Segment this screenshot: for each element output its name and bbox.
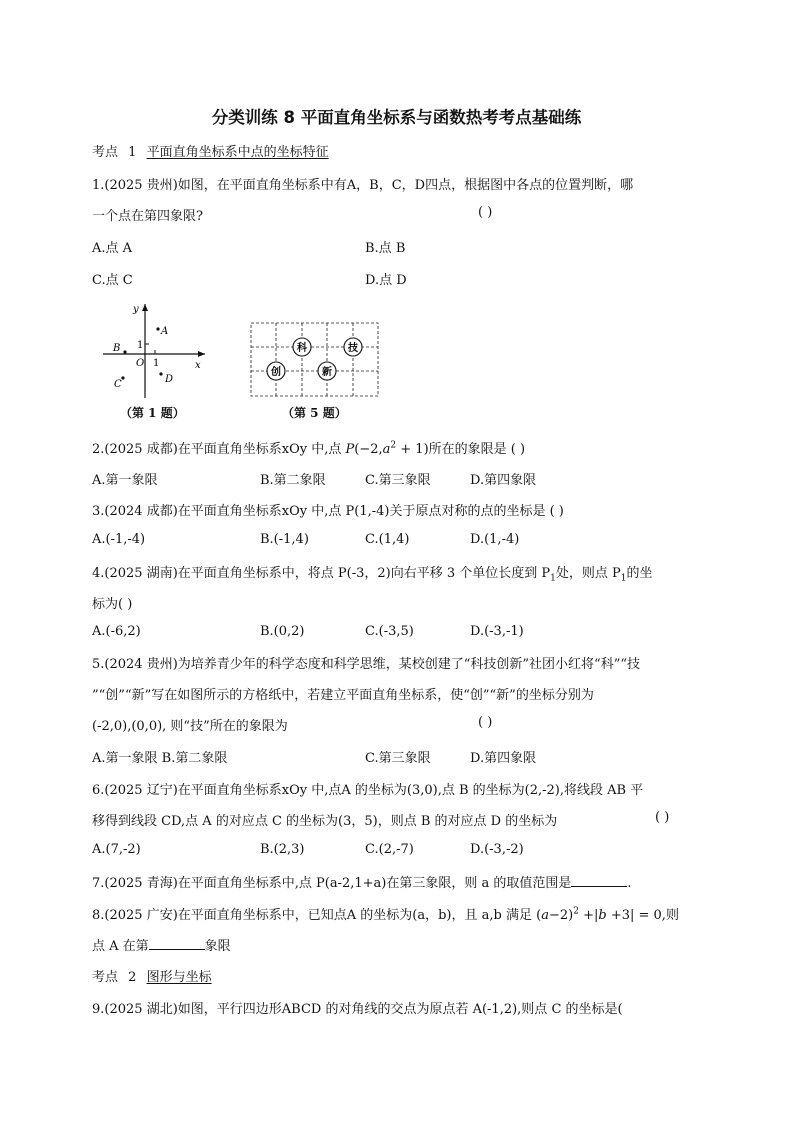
math-b: b: [598, 908, 607, 923]
x-axis-arrow-icon: [198, 351, 205, 357]
x-unit-label: 1: [153, 358, 160, 369]
figure-1-coordinate-plane: [95, 296, 220, 404]
math-tail: +3| = 0,: [606, 908, 666, 923]
question-1-line-2: 一个点在第四象限?: [92, 209, 203, 224]
option-d: D.(-3,-2): [470, 842, 524, 857]
math-exponent: 2: [573, 906, 579, 917]
section-title: 图形与坐标: [146, 970, 212, 985]
figure-5-caption: （第 5 题）: [282, 406, 347, 420]
point-p: P: [345, 442, 355, 457]
y-axis-arrow-icon: [142, 304, 148, 311]
question-2-pre: 2.(2025 成都)在平面直角坐标系xOy 中,点: [92, 442, 342, 457]
question-5-line-2: ”“创”“新”写在如图所示的方格纸中，若建立平面直角坐标系，使“创”“新”的坐标分别为: [92, 688, 594, 703]
option-a: A.点 A: [92, 241, 133, 256]
option-c: C.点 C: [92, 273, 133, 288]
question-7-pre: 7.(2025 青海)在平面直角坐标系中,点 P(a-2,1+a)在第三象限，则 a 的取值范围是: [92, 876, 572, 891]
subscript-1: 1: [550, 573, 556, 584]
char-ji: 技: [348, 343, 358, 354]
option-c: C.第三象限: [365, 473, 431, 488]
math-open: (: [536, 908, 542, 923]
char-ke: 科: [297, 343, 307, 354]
section-heading-2: [92, 966, 212, 985]
option-d: D.点 D: [365, 273, 407, 288]
option-b: B.(-1,4): [260, 532, 309, 547]
math-exponent: 2: [390, 440, 397, 451]
section-title: 平面直角坐标系中点的坐标特征: [146, 145, 329, 160]
option-a: A.(-1,-4): [92, 532, 146, 547]
char-chuang: 创: [271, 367, 281, 378]
question-5-line-1: 5.(2024 贵州)为培养青少年的科学态度和科学思维，某校创建了“科技创新”社团小红将“科”“技: [92, 657, 640, 672]
question-1-line-1: 1.(2025 贵州)如图，在平面直角坐标系中有A，B，C，D四点，根据图中各点的位置判断，哪: [92, 178, 634, 193]
option-b: B.(0,2): [260, 624, 305, 639]
question-9-line-1: 9.(2025 湖北)如图，平行四边形ABCD 的对角线的交点为原点若 A(-1,2),则点 C 的坐标是(: [92, 1002, 623, 1017]
option-a: A.(7,-2): [92, 842, 141, 857]
subscript-1: 1: [620, 573, 627, 584]
math-abs: +|: [578, 908, 599, 923]
y-axis-label: y: [133, 304, 139, 315]
question-6-line-2: 移得到线段 CD,点 A 的对应点 C 的坐标为(3，5)，则点 B 的对应点 D 的坐标为: [92, 814, 558, 829]
option-d: D.(1,-4): [470, 532, 520, 547]
section-number: 1: [128, 145, 137, 160]
point-b-label: B: [113, 343, 121, 354]
origin-label: O: [136, 358, 145, 369]
option-d: D.第四象限: [470, 473, 537, 488]
point-a: [156, 327, 159, 330]
answer-paren: ( ): [478, 205, 493, 220]
option-a: A.第一象限: [92, 473, 158, 488]
question-7-post: .: [627, 876, 632, 891]
question-8-line-2-pre: 点 A 在第: [92, 939, 149, 954]
point-d: [159, 372, 162, 375]
question-4-pre: 4.(2025 湖南)在平面直角坐标系中，将点 P(-3，2)向右平移 3 个单位长度到 P: [92, 566, 551, 581]
option-c: C.(-3,5): [365, 624, 414, 639]
answer-paren: ( ): [478, 715, 493, 730]
point-a-label: A: [161, 326, 169, 337]
math-open: (−2,: [354, 442, 383, 457]
option-b: B.点 B: [365, 241, 406, 256]
section-label: 考点: [92, 145, 119, 160]
math-a: a: [541, 908, 549, 923]
option-a: A.(-6,2): [92, 624, 141, 639]
option-c: C.(2,-7): [365, 842, 414, 857]
grid-border: [251, 323, 378, 396]
y-unit-label: 1: [137, 340, 144, 351]
math-mid: −2): [548, 908, 574, 923]
math-a: a: [382, 442, 391, 457]
question-2-post: 所在的象限是 ( ): [428, 442, 526, 457]
math-close: + 1): [396, 442, 429, 457]
question-8-post: 则: [665, 908, 679, 923]
x-axis-label: x: [195, 360, 201, 371]
section-label: 考点: [92, 970, 119, 985]
answer-blank: [571, 874, 627, 887]
question-3-line-1: 3.(2024 成都)在平面直角坐标系xOy 中,点 P(1,-4)关于原点对称的点的坐标是 ( ): [92, 504, 564, 519]
question-4-line-1: [92, 562, 653, 584]
answer-paren: ( ): [655, 810, 670, 825]
point-d-label: D: [165, 374, 174, 385]
question-8-line-2-post: 象限: [204, 939, 231, 954]
answer-blank: [149, 937, 205, 950]
figure-1-caption: （第 1 题）: [120, 406, 185, 420]
option-a-b: A.第一象限 B.第二象限: [92, 751, 228, 766]
question-8-pre: 8.(2025 广安)在平面直角坐标系中，已知点A 的坐标为(a，b)，且 a,b 满足: [92, 908, 532, 923]
question-6-line-1: 6.(2025 辽宁)在平面直角坐标系xOy 中,点A 的坐标为(3,0),点 B 的坐标为(2,-2),将线段 AB 平: [92, 783, 644, 798]
point-c-label: C: [114, 379, 122, 390]
option-c: C.第三象限: [365, 751, 431, 766]
option-b: B.(2,3): [260, 842, 305, 857]
question-5-line-3: (-2,0),(0,0), 则“技”所在的象限为: [92, 719, 288, 734]
option-d: D.(-3,-1): [470, 624, 524, 639]
section-number: 2: [128, 970, 137, 985]
point-c: [121, 376, 124, 379]
option-d: D.第四象限: [470, 751, 537, 766]
question-2-line-1: [92, 438, 525, 457]
char-xin: 新: [322, 367, 332, 378]
section-heading-1: [92, 141, 329, 160]
question-4-mid: 处，则点 P: [555, 566, 621, 581]
question-4-line-2: 标为( ): [92, 597, 133, 612]
option-c: C.(1,4): [365, 532, 410, 547]
page-title: 分类训练 8 平面直角坐标系与函数热考考点基础练: [211, 108, 582, 127]
question-8-line-2: [92, 935, 231, 954]
figure-5-grid: [250, 322, 380, 398]
question-7: [92, 872, 632, 891]
option-b: B.第二象限: [260, 473, 326, 488]
question-8-line-1: [92, 904, 679, 923]
point-b: [123, 350, 126, 353]
question-4-post: 的坐: [626, 566, 653, 581]
